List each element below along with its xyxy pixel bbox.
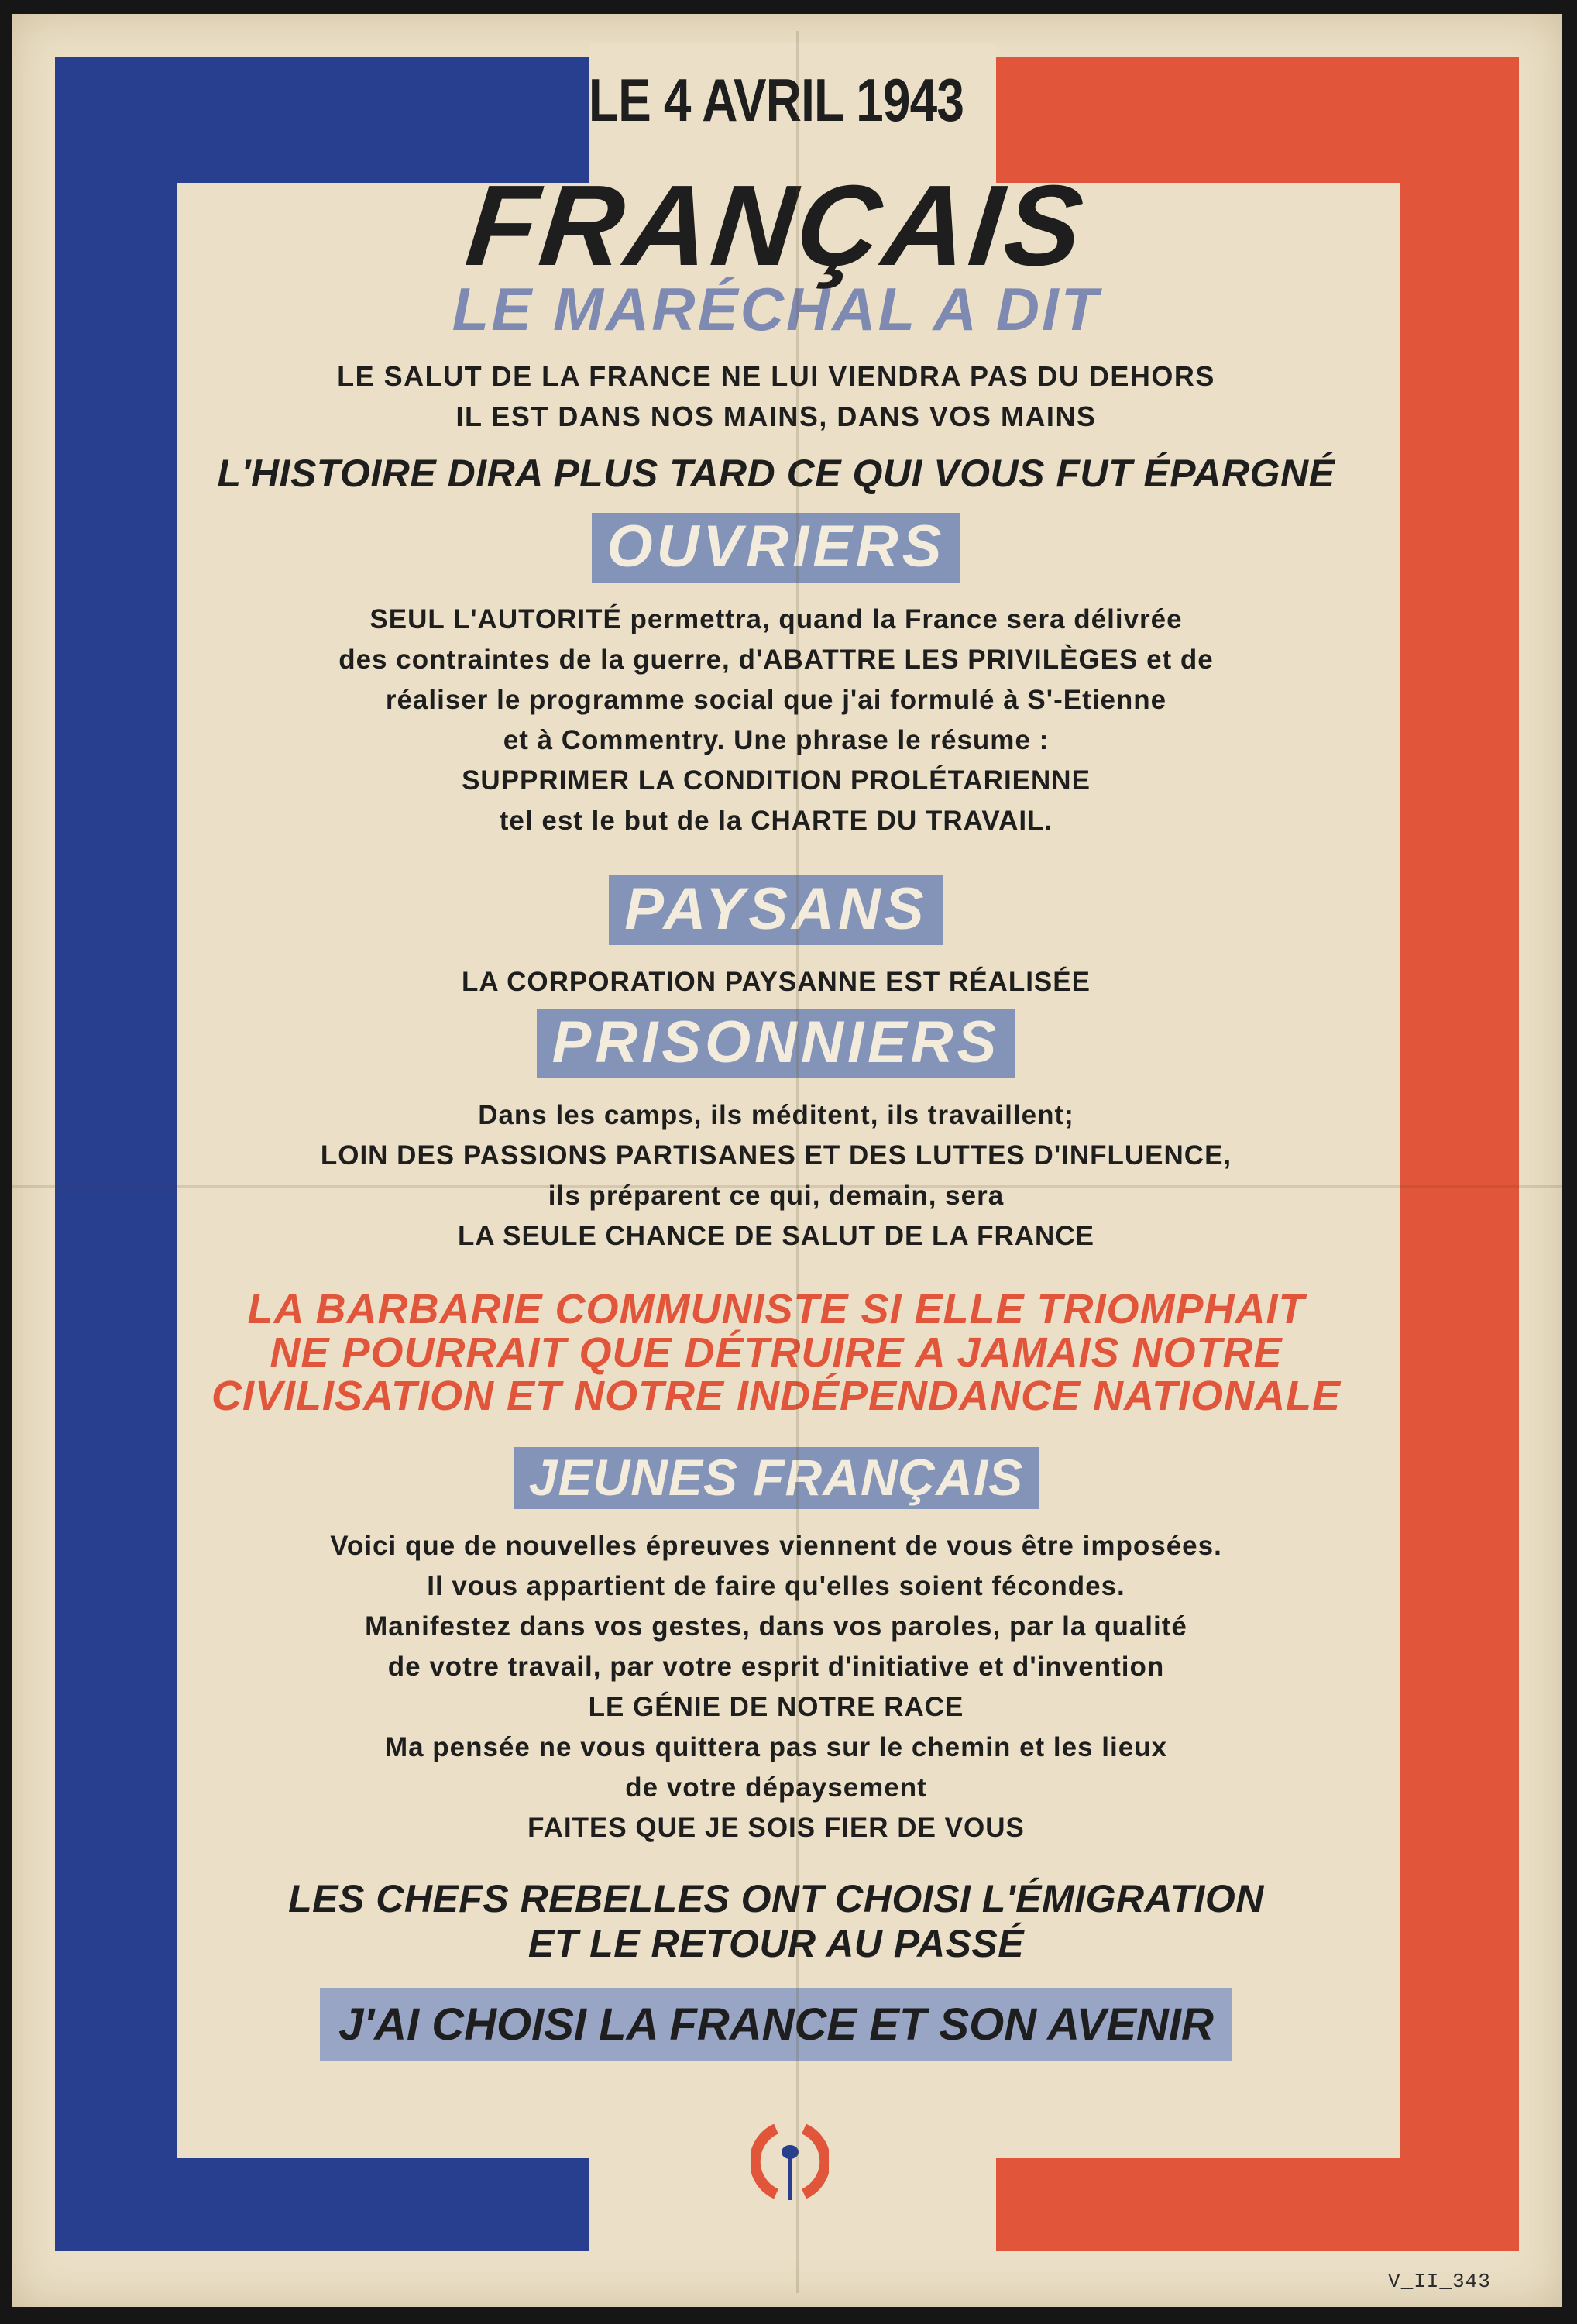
communism-warning	[164, 1287, 1388, 1418]
closing-line: LES CHEFS REBELLES ONT CHOISI L'ÉMIGRATION	[288, 1877, 1264, 1920]
jeunes-line: de votre travail, par votre esprit d'initiative et d'invention	[387, 1652, 1165, 1682]
prisonniers-line: ils préparent ce qui, demain, sera	[548, 1181, 1005, 1211]
paysans-line: LA CORPORATION PAYSANNE EST RÉALISÉE	[462, 967, 1091, 997]
jeunes-line: Il vous appartient de faire qu'elles soient fécondes.	[427, 1571, 1125, 1601]
ouvriers-line: réaliser le programme social que j'ai formulé à S'-Etienne	[385, 685, 1167, 715]
poster-content	[164, 66, 1388, 2061]
fold-crease	[12, 1185, 1562, 1188]
jeunes-line: Ma pensée ne vous quittera pas sur le chemin et les lieux	[384, 1732, 1168, 1762]
heading-jeunes: JEUNES FRANÇAIS	[514, 1447, 1039, 1509]
jeunes-line: de votre dépaysement	[625, 1772, 927, 1803]
poster-subtitle: LE MARÉCHAL A DIT	[452, 275, 1101, 343]
ouvriers-line: SEUL L'AUTORITÉ permettra, quand la France sera délivrée	[369, 604, 1183, 634]
jeunes-line: LE GÉNIE DE NOTRE RACE	[588, 1692, 964, 1722]
ouvriers-line: SUPPRIMER LA CONDITION PROLÉTARIENNE	[462, 765, 1091, 796]
final-slogan: J'AI CHOISI LA FRANCE ET SON AVENIR	[320, 1988, 1232, 2061]
heading-prisonniers: PRISONNIERS	[537, 1009, 1016, 1078]
jeunes-line: FAITES QUE JE SOIS FIER DE VOUS	[527, 1813, 1025, 1843]
jeunes-line: Voici que de nouvelles épreuves viennent de vous être imposées.	[330, 1531, 1222, 1561]
heading-ouvriers: OUVRIERS	[592, 513, 961, 583]
poster-date: LE 4 AVRIL 1943	[588, 66, 964, 134]
heading-paysans: PAYSANS	[609, 875, 943, 945]
fold-crease	[796, 31, 799, 2293]
communism-line: CIVILISATION ET NOTRE INDÉPENDANCE NATIONALE	[211, 1373, 1342, 1419]
poster-title: FRANÇAIS	[461, 162, 1092, 290]
intro-slogan: L'HISTOIRE DIRA PLUS TARD CE QUI VOUS FUT ÉPARGNÉ	[217, 452, 1335, 495]
archive-reference: V_II_343	[1388, 2270, 1491, 2293]
intro-line: LE SALUT DE LA FRANCE NE LUI VIENDRA PAS DU DEHORS	[337, 360, 1215, 392]
jeunes-line: Manifestez dans vos gestes, dans vos paroles, par la qualité	[365, 1611, 1187, 1642]
prisonniers-line: LA SEULE CHANCE DE SALUT DE LA FRANCE	[458, 1221, 1094, 1251]
ouvriers-line: des contraintes de la guerre, d'ABATTRE LES PRIVILÈGES et de	[338, 645, 1214, 675]
ouvriers-line: et à Commentry. Une phrase le résume :	[503, 725, 1050, 755]
tricolor-emblem-icon	[751, 2123, 829, 2200]
communism-line: NE POURRAIT QUE DÉTRUIRE A JAMAIS NOTRE	[270, 1329, 1283, 1376]
intro-line: IL EST DANS NOS MAINS, DANS VOS MAINS	[455, 401, 1097, 432]
closing-line: ET LE RETOUR AU PASSÉ	[527, 1922, 1025, 1965]
communism-line: LA BARBARIE COMMUNISTE SI ELLE TRIOMPHAIT	[247, 1286, 1305, 1332]
prisonniers-line: Dans les camps, ils méditent, ils travaillent;	[478, 1100, 1074, 1130]
ouvriers-line: tel est le but de la CHARTE DU TRAVAIL.	[499, 806, 1053, 836]
prisonniers-line: LOIN DES PASSIONS PARTISANES ET DES LUTTES D'INFLUENCE,	[320, 1140, 1232, 1171]
